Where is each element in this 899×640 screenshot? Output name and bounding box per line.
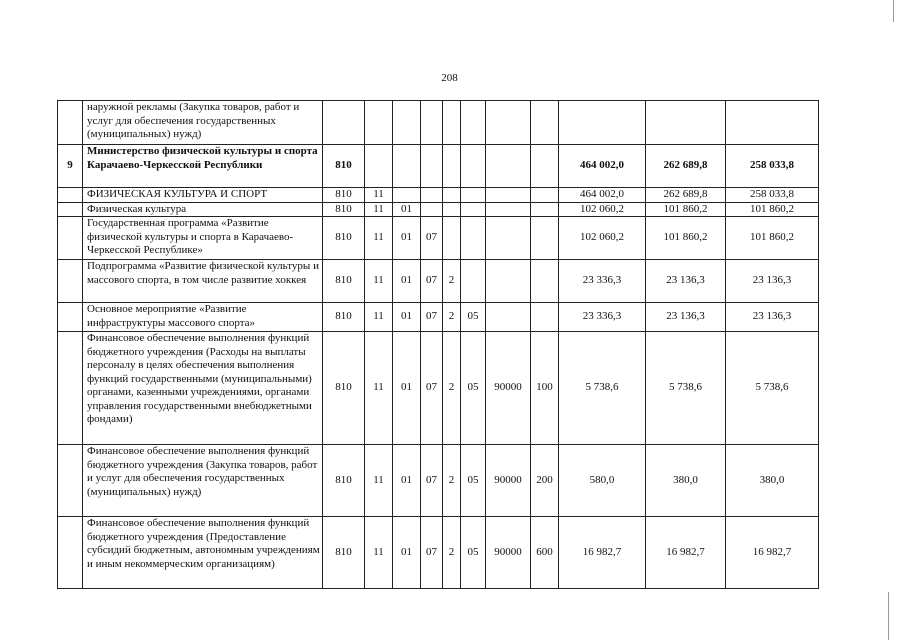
amount-year2-cell: 262 689,8 bbox=[646, 188, 726, 203]
amount-year3-cell: 101 860,2 bbox=[726, 217, 819, 260]
item-name-cell: Подпрограмма «Развитие физической культуры и массового спорта, в том числе развитие хоккея bbox=[83, 260, 323, 303]
item-name-cell: Финансовое обеспечение выполнения функций бюджетного учреждения (Расходы на выплаты персоналу в целях обеспечения выполнения функций государственными (муниципальными) органами, казенными учреждениями, органами управления государственными внебюджетными фондами) bbox=[83, 332, 323, 445]
program-code-cell: 07 bbox=[421, 332, 443, 445]
section-code-cell: 11 bbox=[365, 303, 393, 332]
row-number-cell bbox=[58, 188, 83, 203]
ministry-code-cell: 810 bbox=[323, 517, 365, 589]
amount-year3-cell: 380,0 bbox=[726, 445, 819, 517]
table-row bbox=[58, 445, 819, 517]
program-code-cell: 07 bbox=[421, 517, 443, 589]
activity-code-cell bbox=[461, 101, 486, 145]
subprogram-code-cell: 2 bbox=[443, 517, 461, 589]
direction-code-cell bbox=[486, 217, 531, 260]
activity-code-cell bbox=[461, 188, 486, 203]
subsection-code-cell: 01 bbox=[393, 517, 421, 589]
amount-year3-cell: 5 738,6 bbox=[726, 332, 819, 445]
row-number-cell bbox=[58, 303, 83, 332]
direction-code-cell bbox=[486, 303, 531, 332]
ministry-code-cell: 810 bbox=[323, 202, 365, 217]
ministry-code-cell bbox=[323, 101, 365, 145]
subsection-code-cell: 01 bbox=[393, 332, 421, 445]
amount-year2-cell: 380,0 bbox=[646, 445, 726, 517]
amount-year2-cell: 101 860,2 bbox=[646, 202, 726, 217]
subsection-code-cell: 01 bbox=[393, 445, 421, 517]
activity-code-cell: 05 bbox=[461, 445, 486, 517]
table-row bbox=[58, 217, 819, 260]
amount-year1-cell: 102 060,2 bbox=[559, 202, 646, 217]
activity-code-cell bbox=[461, 202, 486, 217]
activity-code-cell bbox=[461, 260, 486, 303]
item-name-cell: Министерство физической культуры и спорта Карачаево-Черкесской Республики bbox=[83, 145, 323, 188]
program-code-cell: 07 bbox=[421, 303, 443, 332]
amount-year3-cell: 23 136,3 bbox=[726, 303, 819, 332]
table-body bbox=[58, 101, 819, 589]
expense-type-cell: 100 bbox=[531, 332, 559, 445]
section-code-cell: 11 bbox=[365, 188, 393, 203]
amount-year2-cell: 23 136,3 bbox=[646, 260, 726, 303]
activity-code-cell: 05 bbox=[461, 517, 486, 589]
table-row bbox=[58, 202, 819, 217]
activity-code-cell bbox=[461, 217, 486, 260]
row-number-cell bbox=[58, 101, 83, 145]
amount-year1-cell: 23 336,3 bbox=[559, 303, 646, 332]
subprogram-code-cell: 2 bbox=[443, 332, 461, 445]
table-row bbox=[58, 332, 819, 445]
row-number-cell bbox=[58, 217, 83, 260]
amount-year2-cell: 5 738,6 bbox=[646, 332, 726, 445]
program-code-cell: 07 bbox=[421, 217, 443, 260]
row-number-cell bbox=[58, 332, 83, 445]
amount-year2-cell bbox=[646, 101, 726, 145]
ministry-code-cell: 810 bbox=[323, 445, 365, 517]
subprogram-code-cell: 2 bbox=[443, 260, 461, 303]
subprogram-code-cell bbox=[443, 202, 461, 217]
amount-year2-cell: 101 860,2 bbox=[646, 217, 726, 260]
scan-edge-mark bbox=[888, 592, 889, 640]
direction-code-cell bbox=[486, 260, 531, 303]
program-code-cell: 07 bbox=[421, 445, 443, 517]
expense-type-cell bbox=[531, 145, 559, 188]
ministry-code-cell: 810 bbox=[323, 303, 365, 332]
direction-code-cell bbox=[486, 202, 531, 217]
expense-type-cell bbox=[531, 217, 559, 260]
subsection-code-cell: 01 bbox=[393, 303, 421, 332]
row-number-cell bbox=[58, 445, 83, 517]
item-name-cell: Финансовое обеспечение выполнения функций бюджетного учреждения (Предоставление субсидий бюджетным, автономным учреждениям и иным некоммерческим организациям) bbox=[83, 517, 323, 589]
subprogram-code-cell bbox=[443, 188, 461, 203]
activity-code-cell: 05 bbox=[461, 332, 486, 445]
expense-type-cell: 600 bbox=[531, 517, 559, 589]
ministry-code-cell: 810 bbox=[323, 188, 365, 203]
amount-year3-cell: 258 033,8 bbox=[726, 145, 819, 188]
direction-code-cell: 90000 bbox=[486, 445, 531, 517]
direction-code-cell bbox=[486, 188, 531, 203]
item-name-cell: наружной рекламы (Закупка товаров, работ и услуг для обеспечения государственных (муниципальных) нужд) bbox=[83, 101, 323, 145]
amount-year1-cell: 464 002,0 bbox=[559, 145, 646, 188]
section-code-cell: 11 bbox=[365, 517, 393, 589]
expense-type-cell bbox=[531, 202, 559, 217]
item-name-cell: Основное мероприятие «Развитие инфраструктуры массового спорта» bbox=[83, 303, 323, 332]
amount-year3-cell: 101 860,2 bbox=[726, 202, 819, 217]
subsection-code-cell bbox=[393, 145, 421, 188]
expense-type-cell: 200 bbox=[531, 445, 559, 517]
section-code-cell: 11 bbox=[365, 202, 393, 217]
table-row bbox=[58, 188, 819, 203]
program-code-cell bbox=[421, 101, 443, 145]
activity-code-cell bbox=[461, 145, 486, 188]
section-code-cell: 11 bbox=[365, 217, 393, 260]
direction-code-cell: 90000 bbox=[486, 332, 531, 445]
row-number-cell bbox=[58, 517, 83, 589]
amount-year1-cell: 102 060,2 bbox=[559, 217, 646, 260]
direction-code-cell: 90000 bbox=[486, 517, 531, 589]
program-code-cell: 07 bbox=[421, 260, 443, 303]
table-row bbox=[58, 145, 819, 188]
scan-edge-mark bbox=[893, 0, 894, 22]
budget-table bbox=[57, 100, 819, 589]
subprogram-code-cell: 2 bbox=[443, 303, 461, 332]
item-name-cell: Государственная программа «Развитие физической культуры и спорта в Карачаево-Черкесской Республике» bbox=[83, 217, 323, 260]
item-name-cell: Физическая культура bbox=[83, 202, 323, 217]
ministry-code-cell: 810 bbox=[323, 332, 365, 445]
section-code-cell: 11 bbox=[365, 445, 393, 517]
subprogram-code-cell bbox=[443, 145, 461, 188]
row-number-cell bbox=[58, 260, 83, 303]
subsection-code-cell: 01 bbox=[393, 202, 421, 217]
amount-year2-cell: 23 136,3 bbox=[646, 303, 726, 332]
expense-type-cell bbox=[531, 101, 559, 145]
amount-year3-cell: 258 033,8 bbox=[726, 188, 819, 203]
amount-year1-cell: 464 002,0 bbox=[559, 188, 646, 203]
row-number-cell: 9 bbox=[58, 145, 83, 188]
subprogram-code-cell: 2 bbox=[443, 445, 461, 517]
ministry-code-cell: 810 bbox=[323, 145, 365, 188]
amount-year3-cell: 23 136,3 bbox=[726, 260, 819, 303]
amount-year1-cell: 580,0 bbox=[559, 445, 646, 517]
subsection-code-cell bbox=[393, 188, 421, 203]
amount-year1-cell: 16 982,7 bbox=[559, 517, 646, 589]
direction-code-cell bbox=[486, 145, 531, 188]
section-code-cell bbox=[365, 101, 393, 145]
row-number-cell bbox=[58, 202, 83, 217]
subsection-code-cell: 01 bbox=[393, 217, 421, 260]
page-number: 208 bbox=[441, 72, 458, 84]
amount-year1-cell: 23 336,3 bbox=[559, 260, 646, 303]
subsection-code-cell: 01 bbox=[393, 260, 421, 303]
expense-type-cell bbox=[531, 303, 559, 332]
table-row bbox=[58, 260, 819, 303]
program-code-cell bbox=[421, 145, 443, 188]
subprogram-code-cell bbox=[443, 101, 461, 145]
expense-type-cell bbox=[531, 260, 559, 303]
subsection-code-cell bbox=[393, 101, 421, 145]
ministry-code-cell: 810 bbox=[323, 260, 365, 303]
item-name-cell: ФИЗИЧЕСКАЯ КУЛЬТУРА И СПОРТ bbox=[83, 188, 323, 203]
expense-type-cell bbox=[531, 188, 559, 203]
program-code-cell bbox=[421, 202, 443, 217]
table-row bbox=[58, 101, 819, 145]
amount-year3-cell: 16 982,7 bbox=[726, 517, 819, 589]
item-name-cell: Финансовое обеспечение выполнения функций бюджетного учреждения (Закупка товаров, работ и услуг для обеспечения государственных (муниципальных) нужд) bbox=[83, 445, 323, 517]
ministry-code-cell: 810 bbox=[323, 217, 365, 260]
section-code-cell: 11 bbox=[365, 260, 393, 303]
amount-year1-cell: 5 738,6 bbox=[559, 332, 646, 445]
direction-code-cell bbox=[486, 101, 531, 145]
amount-year3-cell bbox=[726, 101, 819, 145]
section-code-cell bbox=[365, 145, 393, 188]
amount-year2-cell: 262 689,8 bbox=[646, 145, 726, 188]
amount-year2-cell: 16 982,7 bbox=[646, 517, 726, 589]
section-code-cell: 11 bbox=[365, 332, 393, 445]
subprogram-code-cell bbox=[443, 217, 461, 260]
amount-year1-cell bbox=[559, 101, 646, 145]
table-row bbox=[58, 517, 819, 589]
program-code-cell bbox=[421, 188, 443, 203]
activity-code-cell: 05 bbox=[461, 303, 486, 332]
table-row bbox=[58, 303, 819, 332]
